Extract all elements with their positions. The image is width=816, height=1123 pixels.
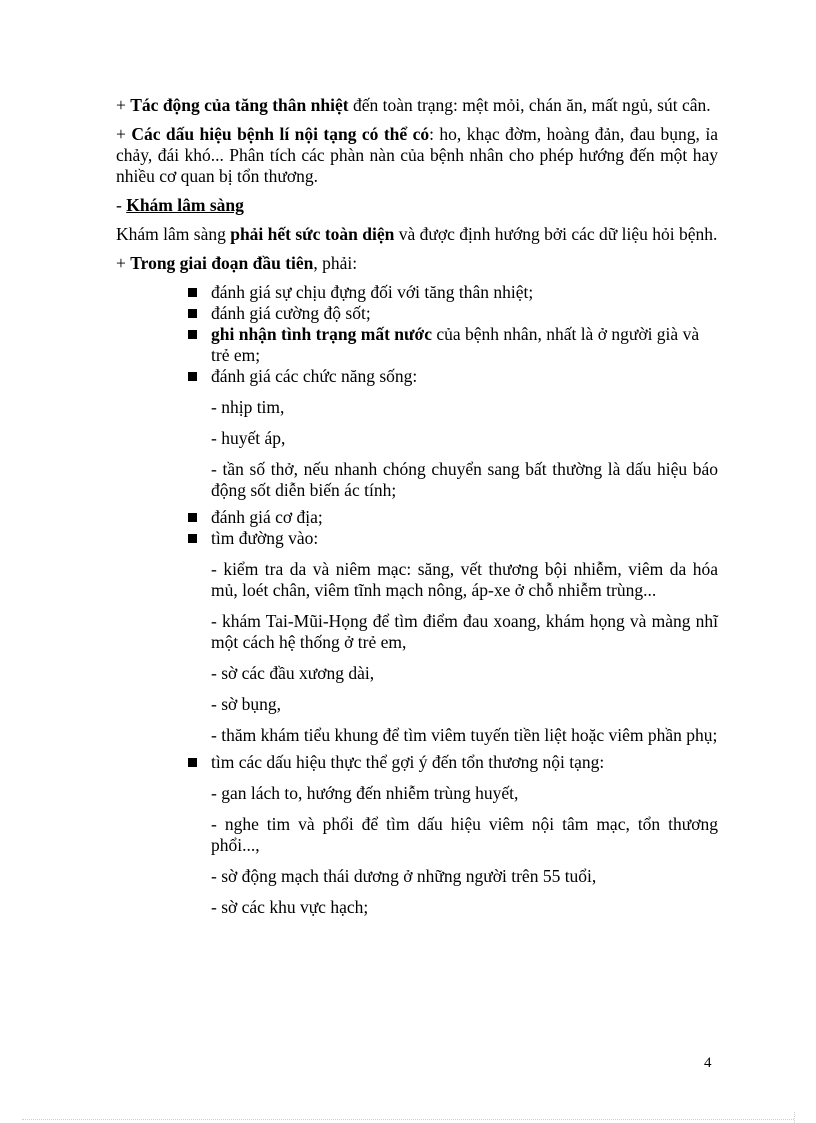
sub-item: - sờ động mạch thái dương ở những người trên 55 tuổi,	[211, 866, 597, 886]
list-item-text: đánh giá cơ địa;	[211, 507, 323, 527]
intro-paragraph-1: + Tác động của tăng thân nhiệt đến toàn trạng: mệt mỏi, chán ăn, mất ngủ, sút cân.	[116, 95, 711, 115]
phase-bold: Trong giai đoạn đầu tiên	[130, 253, 314, 273]
exam-post: và được định hướng bởi các dữ liệu hỏi bệnh.	[394, 224, 718, 244]
sub-item: - gan lách to, hướng đến nhiễm trùng huyết,	[211, 783, 519, 803]
list-item	[186, 507, 718, 528]
sub-item: - huyết áp,	[211, 428, 286, 448]
exam-pre: Khám lâm sàng	[116, 224, 231, 244]
section-heading-text: Khám lâm sàng	[126, 195, 244, 215]
sub-item: - sờ bụng,	[211, 694, 282, 714]
footer-divider-tail	[794, 1112, 796, 1123]
sub-item: - nghe tim và phổi để tìm dấu hiệu viêm nội tâm mạc, tổn thương phổi...,	[211, 814, 718, 855]
phase-post: , phải:	[313, 253, 358, 273]
list-item	[186, 324, 718, 366]
section-heading: - Khám lâm sàng	[116, 195, 244, 215]
sub-item: - tần số thở, nếu nhanh chóng chuyển sang bất thường là dấu hiệu báo động sốt diễn biến ác tính;	[211, 459, 719, 500]
footer-divider	[22, 1119, 794, 1120]
list-item	[186, 528, 718, 549]
list-item	[186, 282, 718, 303]
list-item	[186, 752, 718, 773]
list-item	[186, 366, 718, 387]
list-item-text: đánh giá cường độ sốt;	[211, 303, 371, 323]
sub-item: - sờ các đầu xương dài,	[211, 663, 375, 683]
phase-paragraph: + Trong giai đoạn đầu tiên, phải:	[116, 253, 358, 273]
page-number: 4	[704, 1055, 712, 1071]
page-content	[116, 95, 718, 924]
list-item-text: tìm các dấu hiệu thực thể gợi ý đến tổn thương nội tạng:	[211, 752, 605, 772]
sublist-vitals	[116, 397, 718, 501]
exam-paragraph	[116, 224, 718, 245]
sublist-entry	[116, 559, 718, 746]
list-item-text: đánh giá sự chịu đựng đối với tăng thân nhiệt;	[211, 282, 534, 302]
list-item	[186, 303, 718, 324]
sub-item: - khám Tai-Mũi-Họng để tìm điểm đau xoang, khám họng và màng nhĩ một cách hệ thống ở trẻ em,	[211, 611, 719, 652]
list-item-text: tìm đường vào:	[211, 528, 319, 548]
sub-item: - thăm khám tiểu khung để tìm viêm tuyến tiền liệt hoặc viêm phần phụ;	[211, 725, 718, 745]
bullet-list	[116, 507, 718, 549]
intro-paragraph-2: + Các dấu hiệu bệnh lí nội tạng có thể có: ho, khạc đờm, hoàng đản, đau bụng, ỉa chảy, đái khó... Phân tích các phàn nàn của bệnh nhân cho phép hướng đến một hay nhiều cơ quan bị tổn thương.	[116, 124, 718, 186]
intro-2-bold: Các dấu hiệu bệnh lí nội tạng có thể có	[131, 124, 430, 144]
sub-item: - kiểm tra da và niêm mạc: săng, vết thương bội nhiễm, viêm da hóa mủ, loét chân, viêm tĩnh mạch nông, áp-xe ở chỗ nhiễm trùng...	[211, 559, 719, 600]
sublist-organs	[116, 783, 718, 918]
intro-1-bold: Tác động của tăng thân nhiệt	[130, 95, 349, 115]
exam-bold: phải hết sức toàn diện	[230, 224, 395, 244]
intro-2-text: : ho, khạc đờm, hoàng đản, đau bụng, ỉa chảy, đái khó... Phân tích các phàn nàn của bệnh nhân cho phép hướng đến một hay nhiều cơ quan bị tổn thương.	[116, 124, 718, 186]
list-item-text: của bệnh nhân, nhất là ở người già và trẻ em;	[211, 324, 700, 365]
sub-item: - sờ các khu vực hạch;	[211, 897, 369, 917]
list-item-bold: ghi nhận tình trạng mất nước	[211, 324, 432, 344]
bullet-list	[116, 752, 718, 773]
bullet-list	[116, 282, 718, 387]
list-item-text: đánh giá các chức năng sống:	[211, 366, 418, 386]
sub-item: - nhịp tim,	[211, 397, 285, 417]
intro-1-text: đến toàn trạng: mệt mỏi, chán ăn, mất ngủ, sút cân.	[348, 95, 711, 115]
